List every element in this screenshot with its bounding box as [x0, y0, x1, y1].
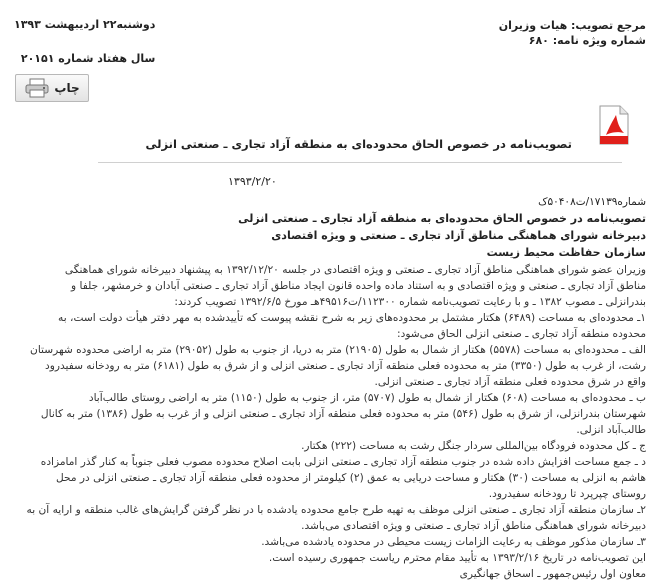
- body-line: ب ـ محدوده‌ای به مساحت (۶۰۸) هکتار از شمال به طول (۵۷۰۷) متر، از جنوب به طول (۱۱۵۰) متر به اراضی روستای طالب‌آباد: [88, 392, 646, 404]
- pdf-icon[interactable]: [596, 105, 630, 145]
- issue-date: دوشنبه۲۲ اردیبهشت ۱۳۹۳: [14, 18, 156, 31]
- body-line: ۳ـ سازمان مذکور موظف به رعایت الزامات زیست محیطی در محدوده یادشده می‌باشد.: [261, 536, 646, 548]
- signature-line: معاون اول رئیس‌جمهور ـ اسحاق جهانگیری: [459, 568, 646, 580]
- header-meta-right: [499, 18, 646, 48]
- print-button-label: چاپ: [54, 81, 80, 95]
- heading-secretariat: دبیرخانه شورای هماهنگی مناطق آزاد تجاری ـ صنعتی و ویژه اقتصادی: [271, 229, 646, 242]
- body-line: الف ـ محدوده‌ای به مساحت (۵۵۷۸) هکتار از شمال به طول (۲۱۹۰۵) متر به دریا، از جنوب به طول (۲۹۰۵۲) متر به اراضی محدوده شهرستان: [30, 344, 646, 356]
- body-line: واقع در شرق محدوده فعلی منطقه آزاد تجاری ـ صنعتی انزلی.: [374, 376, 646, 388]
- ref-date: ۱۳۹۳/۲/۲۰: [228, 175, 277, 188]
- title-divider: [98, 162, 622, 163]
- heading-decree: تصویب‌نامه در خصوص الحاق محدوده‌ای به منطقه آزاد تجاری ـ صنعتی انزلی: [238, 212, 646, 225]
- body-line: بندرانزلی ـ مصوب ۱۳۸۲ ـ و با رعایت تصویب‌نامه شماره ۱۱۲۳۰۰/ت۴۹۵۱۶هـ مورخ ۱۳۹۲/۶/۵ تصویب کردند:: [174, 296, 646, 308]
- body-line: ۱ـ محدوده‌ای به مساحت (۶۴۸۹) هکتار مشتمل بر محدوده‌های زیر به شرح نقشه پیوست که تأییدشده به مهر دفتر هیأت دولت است، به: [58, 312, 646, 324]
- body-line: د ـ جمع مساحت افزایش داده شده در جنوب منطقه آزاد تجاری ـ صنعتی انزلی بابت اصلاح محدوده مصوب فعلی جنوباً به کنار گذر امامزاده: [40, 456, 646, 468]
- year-issue: سال هفتاد شماره ۲۰۱۵۱: [20, 52, 156, 65]
- print-button[interactable]: [15, 74, 89, 102]
- body-line: مناطق آزاد تجاری ـ صنعتی و ویژه اقتصادی و به استناد ماده واحده قانون ایجاد مناطق آزاد تجاری ـ صنعتی آبادان و خرمشهر، جلفا و: [71, 280, 646, 292]
- special-number: شماره ویژه نامه: ۶۸۰: [528, 34, 646, 47]
- body-line: محدوده منطقه آزاد تجاری ـ صنعتی انزلی الحاق می‌شود:: [397, 328, 646, 340]
- body-line: طالب‌آباد انزلی.: [576, 424, 646, 436]
- body-line: ج ـ کل محدوده فرودگاه بین‌المللی سردار جنگل رشت به مساحت (۲۲۲) هکتار.: [301, 440, 646, 452]
- body-line: هاشم به انزلی به مساحت (۳۰) هکتار و مساحت دریایی به عمق (۲) کیلومتر از محدوده فعلی منطقه آزاد تجاری ـ صنعتی انزلی در محل: [56, 472, 646, 484]
- approval-ref: مرجع تصویب: هیات وزیران: [498, 19, 646, 32]
- printer-icon: [24, 78, 50, 98]
- body-line: این تصویب‌نامه در تاریخ ۱۳۹۳/۲/۱۶ به تأیید مقام محترم ریاست جمهوری رسیده است.: [268, 552, 646, 564]
- body-line: دبیرخانه شورای هماهنگی مناطق آزاد تجاری ـ صنعتی و ویژه اقتصادی می‌باشد.: [301, 520, 646, 532]
- body-line: وزیران عضو شورای هماهنگی مناطق آزاد تجاری ـ صنعتی و ویژه اقتصادی در جلسه ۱۳۹۲/۱۲/۲۰ به پیشنهاد دبیرخانه شورای هماهنگی: [64, 264, 646, 276]
- ref-number: شماره۱۷۱۳۹/ت۵۰۴۰۸ک: [538, 196, 646, 208]
- body-line: شهرستان بندرانزلی، از شرق به طول (۵۴۶) متر به محدوده فعلی منطقه آزاد تجاری ـ صنعتی انزلی و از غرب به طول (۱۳۸۶) متر به کانال: [40, 408, 646, 420]
- body-line: روستای چپرپرد تا رودخانه سفیدرود.: [488, 488, 646, 500]
- page-title: تصویب‌نامه در خصوص الحاق محدوده‌ای به منطقه آزاد تجاری ـ صنعتی انزلی: [145, 137, 572, 151]
- header-meta-left: [14, 16, 155, 68]
- body-line: رشت، از غرب به طول (۳۳۵۰) متر به محدوده فعلی منطقه آزاد تجاری ـ صنعتی انزلی و از شرق به طول (۶۱۸۱) متر به رودخانه سفیدرود: [45, 360, 646, 372]
- heading-environment: سازمان حفاظت محیط زیست: [486, 246, 646, 259]
- body-line: ۲ـ سازمان منطقه آزاد تجاری ـ صنعتی انزلی موظف به تهیه طرح جامع محدوده یادشده با در نظر گرفتن گرایش‌های غالب منطقه و ارایه آن به: [26, 504, 646, 516]
